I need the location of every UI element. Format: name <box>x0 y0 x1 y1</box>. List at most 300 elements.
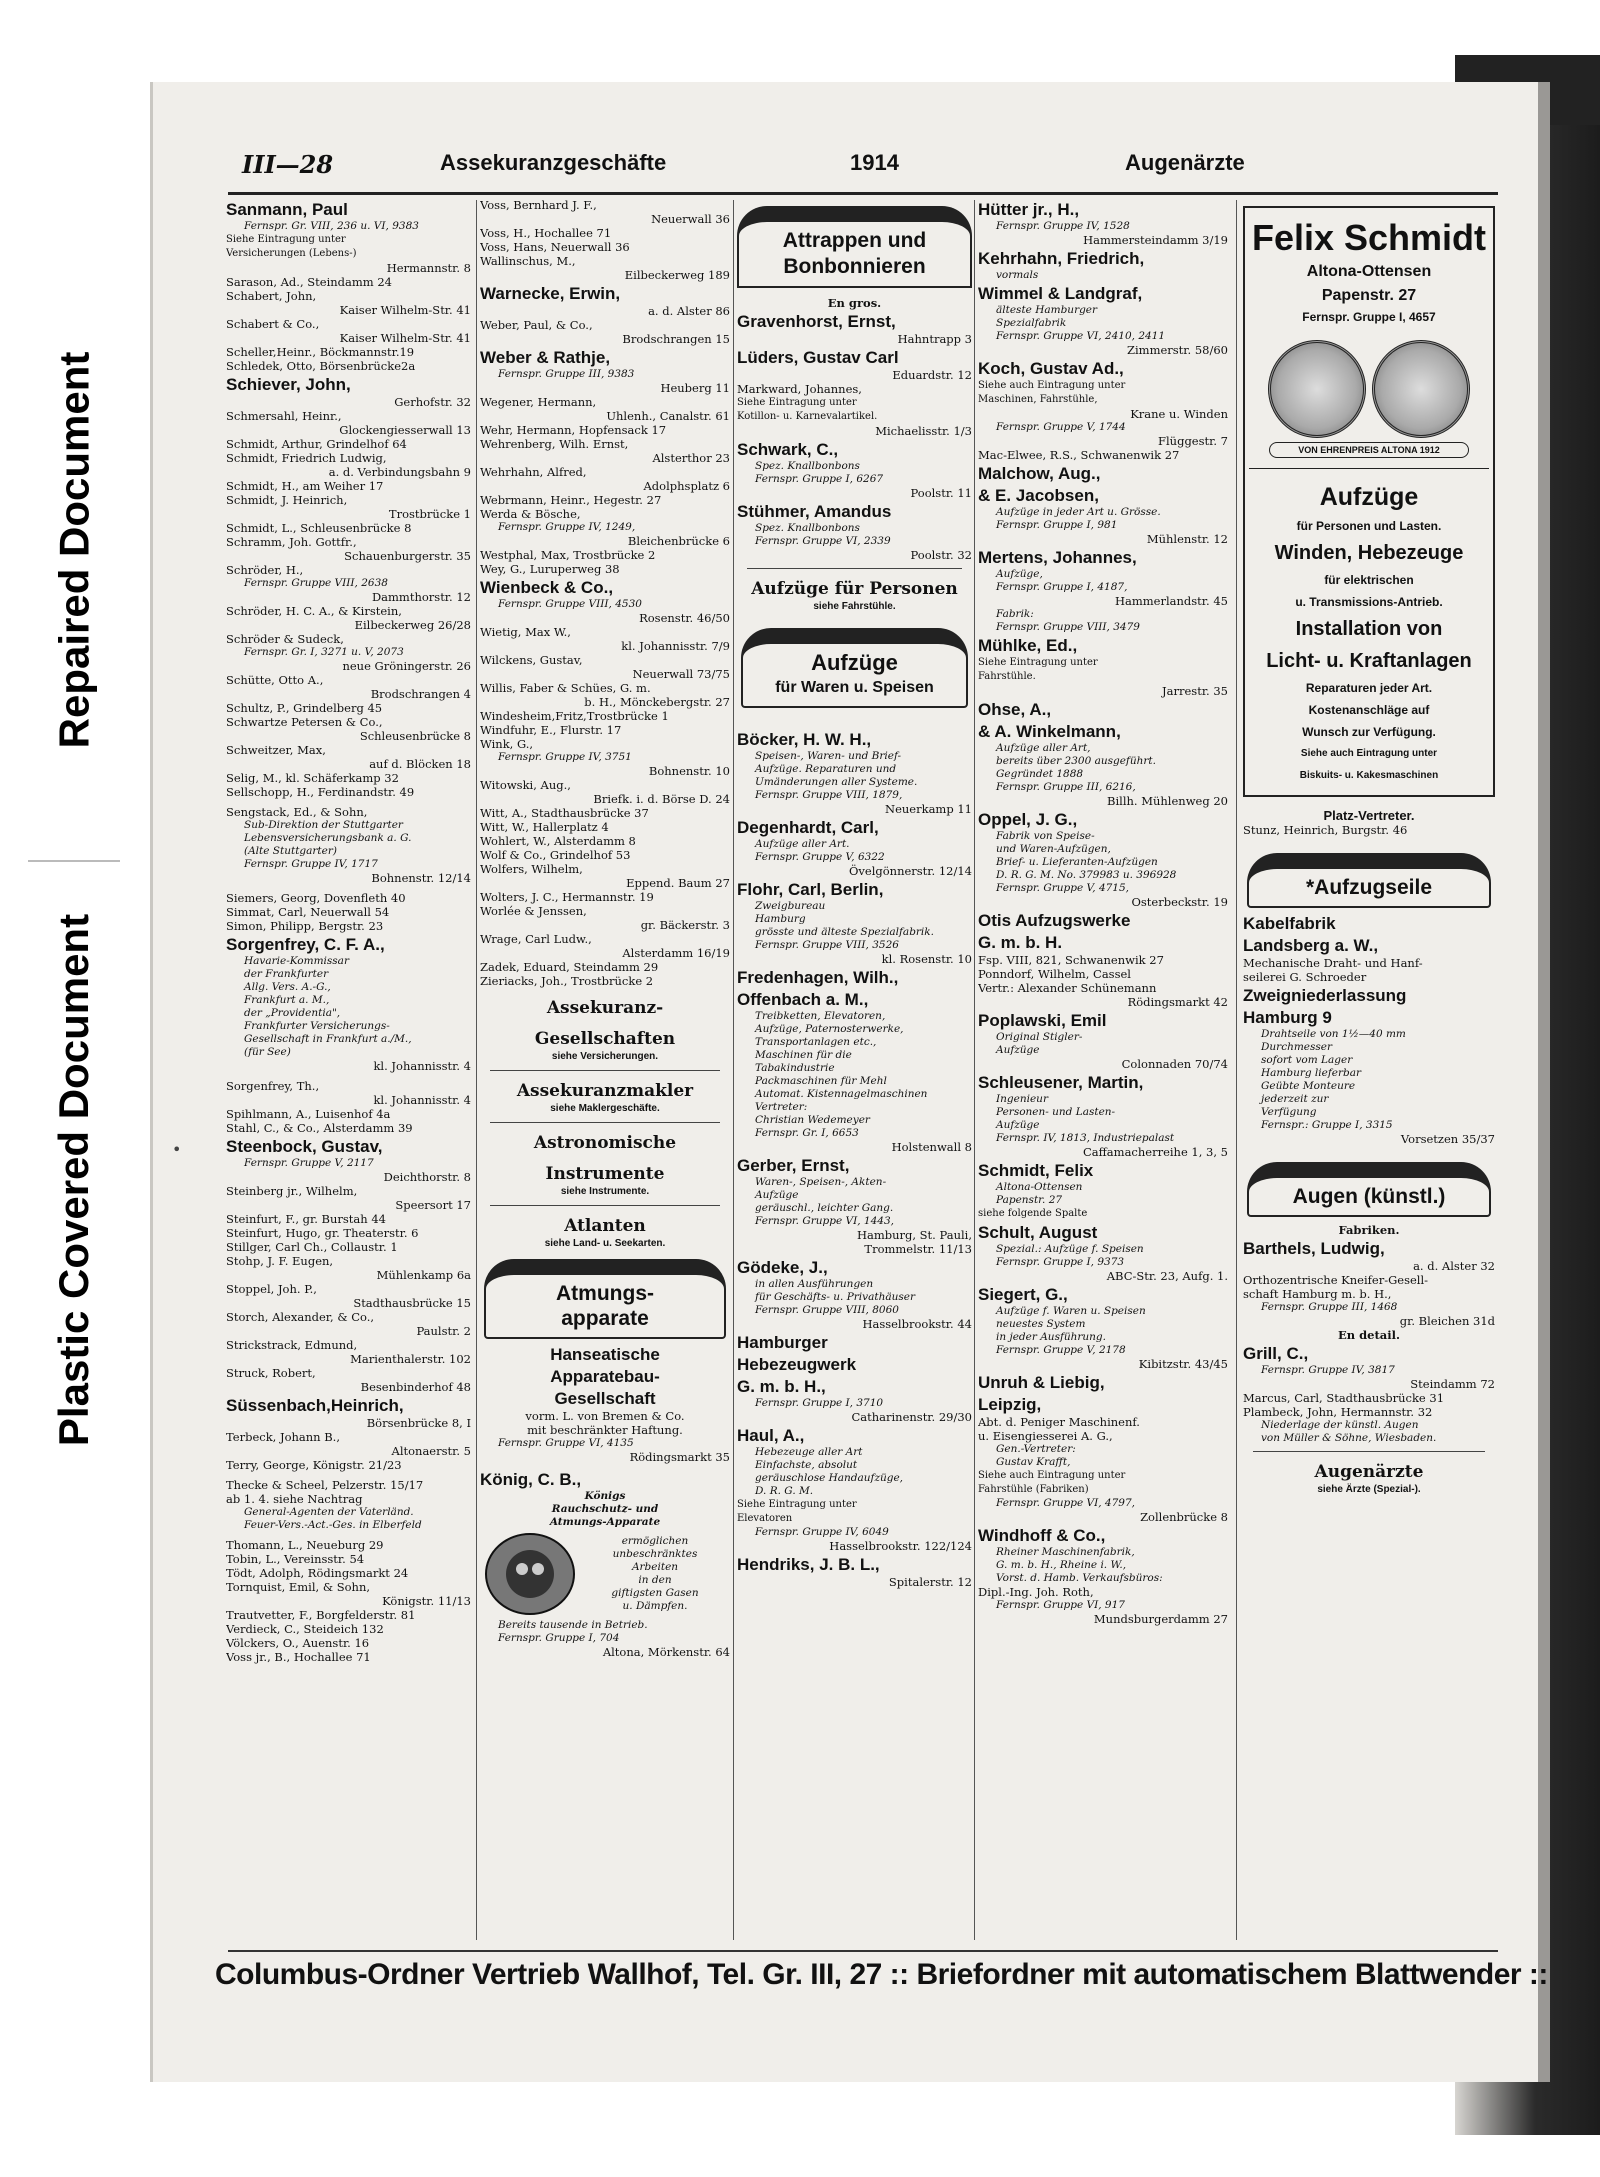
entry-line: Bereits tausende in Betrieb. <box>498 1619 648 1631</box>
entry-line: Kotillon- u. Karnevalartikel. <box>737 411 878 422</box>
entry-line: Fernspr. Gruppe VIII, 4530 <box>498 598 642 610</box>
entry-line: Schmidt, H., am Weiher 17 <box>226 479 384 493</box>
entry-name: Koch, Gustav Ad., <box>978 359 1124 378</box>
entry-line: Frankfurter Versicherungs- <box>244 1020 390 1032</box>
entry-line: Spez. Knallbonbons <box>755 522 860 534</box>
entry-line: Fernspr. Gr. I, 3271 u. V, 2073 <box>244 646 404 658</box>
entry-line: (für See) <box>244 1046 291 1058</box>
entry-line: Rödingsmarkt 42 <box>1127 995 1228 1009</box>
entry-line: Christian Wedemeyer <box>755 1114 870 1126</box>
entry-line: Sorgenfrey, Th., <box>226 1079 320 1093</box>
entry-name: G. m. b. H. <box>978 933 1063 952</box>
entry-line: Zadek, Eduard, Steindamm 29 <box>480 960 659 974</box>
entry-name: Landsberg a. W., <box>1243 936 1379 955</box>
footer-brand: Columbus-Ordner <box>215 1958 465 1991</box>
entry-line: Voss, H., Hochallee 71 <box>480 226 612 240</box>
entry-line: Westphal, Max, Trostbrücke 2 <box>480 548 656 562</box>
entry-line: Selig, M., kl. Schäferkamp 32 <box>226 771 399 785</box>
entry-line: Fabrik von Speise- <box>996 830 1095 842</box>
entry-line: Siehe Eintragung unter <box>226 234 346 245</box>
entry-line: Zweigbureau <box>755 900 826 912</box>
section-atlanten: Atlanten <box>564 1216 646 1236</box>
entry-line: giftigsten Gasen <box>611 1587 699 1599</box>
footer-rule <box>228 1950 1498 1952</box>
entry-line: Werda & Bösche, <box>480 507 581 521</box>
entry-name: Schiever, John, <box>226 375 351 394</box>
entry-line: Alsterthor 23 <box>652 451 730 465</box>
entry-line: Schabert & Co., <box>226 317 320 331</box>
entry-line: Schmersahl, Heinr., <box>226 409 342 423</box>
entry-name: Schleusener, Martin, <box>978 1073 1144 1092</box>
entry-line: Transportanlagen etc., <box>755 1036 877 1048</box>
entry-line: Rosenstr. 46/50 <box>639 611 730 625</box>
entry-line: Fernspr. Gruppe IV, 1528 <box>996 220 1130 232</box>
entry-line: Schmidt, Arthur, Grindelhof 64 <box>226 437 407 451</box>
entry-line: Treibketten, Elevatoren, <box>755 1010 886 1022</box>
entry-line: neuestes System <box>996 1318 1086 1330</box>
ad-line: Reparaturen jeder Art. <box>1305 681 1433 695</box>
entry-name: Sanmann, Paul <box>226 200 348 219</box>
entry-line: Vertr.: Alexander Schünemann <box>978 981 1157 995</box>
entry-line: Packmaschinen für Mehl <box>755 1075 887 1087</box>
header-right: Augenärzte <box>1125 150 1245 175</box>
entry-line: Gustav Krafft, <box>996 1456 1071 1468</box>
entry-line: Rauchschutz- und <box>551 1503 659 1515</box>
column-4 <box>978 198 1228 1943</box>
entry-line: Schramm, Joh. Gottfr., <box>226 535 357 549</box>
ad-line: Installation von <box>1295 618 1443 640</box>
entry-line: der Frankfurter <box>244 968 329 980</box>
entry-line: Witt, A., Stadthausbrücke 37 <box>480 806 649 820</box>
entry-line: Wohlert, W., Alsterdamm 8 <box>480 834 636 848</box>
entry-line: Orthozentrische Kneifer-Gesell- <box>1243 1273 1429 1287</box>
entry-line: kl. Johannisstr. 4 <box>373 1059 471 1073</box>
entry-line: Brief- u. Lieferanten-Aufzügen <box>996 856 1158 868</box>
ad-line: Papenstr. 27 <box>1321 287 1417 304</box>
entry-line: grösste und älteste Spezialfabrik. <box>755 926 934 938</box>
entry-line: Altona, Mörkenstr. 64 <box>602 1645 730 1659</box>
header-year: 1914 <box>850 150 899 175</box>
entry-line: Wegener, Hermann, <box>480 395 597 409</box>
entry-line: Fernspr. Gruppe IV, 3751 <box>498 751 632 763</box>
entry-line: Siehe Eintragung unter <box>737 1499 857 1510</box>
entry-line: Atmungs-Apparate <box>549 1516 661 1528</box>
entry-line: Hebezeuge aller Art <box>755 1446 863 1458</box>
entry-line: Struck, Robert, <box>226 1366 316 1380</box>
entry-name: Mertens, Johannes, <box>978 548 1137 567</box>
entry-name: Schmidt, Felix <box>978 1161 1094 1180</box>
entry-line: Zieriacks, Joh., Trostbrücke 2 <box>480 974 654 988</box>
entry-line: Adolphsplatz 6 <box>643 479 730 493</box>
entry-line: Spitalerstr. 12 <box>888 1575 972 1589</box>
medal-icon <box>1372 340 1470 438</box>
entry-line: Arbeiten <box>631 1561 679 1573</box>
entry-line: Lebensversicherungsbank a. G. <box>244 832 412 844</box>
entry-line: Gen.-Vertreter: <box>996 1443 1076 1455</box>
entry-line: Wallinschus, M., <box>480 254 576 268</box>
entry-line: Steinfurt, F., gr. Burstah 44 <box>226 1212 386 1226</box>
entry-line: Feuer-Vers.-Act.-Ges. in Elberfeld <box>244 1519 422 1531</box>
section-instrumente-ref: siehe Instrumente. <box>560 1186 650 1197</box>
divider <box>490 1070 720 1071</box>
entry-line: Spezialfabrik <box>996 317 1067 329</box>
entry-line: Hermannstr. 8 <box>386 261 471 275</box>
entry-name: & A. Winkelmann, <box>978 722 1121 741</box>
entry-line: ABC-Str. 23, Aufg. 1. <box>1106 1269 1228 1283</box>
entry-line: Siehe auch Eintragung unter <box>978 380 1126 391</box>
entry-name: Hamburg 9 <box>1243 1008 1332 1027</box>
entry-name: Stühmer, Amandus <box>737 502 892 521</box>
entry-line: Flüggestr. 7 <box>1158 434 1228 448</box>
entry-line: mit beschränkter Haftung. <box>527 1423 683 1437</box>
entry-line: D. R. G. M. <box>755 1485 814 1497</box>
entry-line: Völckers, O., Auenstr. 16 <box>226 1636 370 1650</box>
entry-line: Mechanische Draht- und Hanf- <box>1243 956 1423 970</box>
ad-line: für elektrischen <box>1324 573 1414 587</box>
box-line: *Aufzugseile <box>1305 876 1433 899</box>
page-header <box>230 150 1500 182</box>
entry-line: Neuerwall 36 <box>651 212 730 226</box>
entry-line: Aufzüge, <box>996 568 1043 580</box>
entry-line: Fernspr. Gruppe VIII, 3479 <box>996 621 1140 633</box>
entry-name: Gravenhorst, Ernst, <box>737 312 896 331</box>
entry-line: Paulstr. 2 <box>416 1324 471 1338</box>
entry-line: Voss, Bernhard J. F., <box>480 198 597 212</box>
entry-line: D. R. G. M. No. 379983 u. 396928 <box>996 869 1177 881</box>
entry-line: Schabert, John, <box>226 289 317 303</box>
repaired-document-label <box>35 270 113 830</box>
entry-line: geräuschlose Handaufzüge, <box>755 1472 904 1484</box>
entry-name: Ohse, A., <box>978 700 1052 719</box>
entry-line: Fernspr. Gruppe I, 6267 <box>755 473 884 485</box>
entry-name: Oppel, J. G., <box>978 810 1078 829</box>
entry-line: Thecke & Scheel, Pelzerstr. 15/17 <box>226 1478 424 1492</box>
entry-line: Hamburg lieferbar <box>1261 1067 1361 1079</box>
entry-line: in jeder Ausführung. <box>996 1331 1106 1343</box>
entry-line: siehe folgende Spalte <box>978 1208 1088 1219</box>
entry-line: Frankfurt a. M., <box>244 994 330 1006</box>
entry-line: geräuschl., leichter Gang. <box>755 1202 894 1214</box>
entry-line: Vorsetzen 35/37 <box>1400 1132 1495 1146</box>
entry-line: Schröder, H. C. A., & Kirstein, <box>226 604 402 618</box>
atmungsapparate-heading <box>484 1259 726 1339</box>
entry-line: Fernspr. Gruppe III, 1468 <box>1261 1301 1398 1313</box>
entry-line: älteste Hamburger <box>996 304 1098 316</box>
footer-text: Wallhof, Tel. Gr. III, 27 :: Briefordner mit automatischem Blattwender :: <box>587 1958 1548 1991</box>
ad-line: Aufzüge <box>1319 483 1419 511</box>
entry-line: Fernspr. Gruppe V, 4715, <box>996 882 1130 894</box>
entry-line: Stoppel, Joh. P., <box>226 1282 317 1296</box>
entry-line: Eduardstr. 12 <box>892 368 972 382</box>
entry-line: Wolf & Co., Grindelhof 53 <box>480 848 631 862</box>
entry-line: Fernspr. Gruppe IV, 6049 <box>755 1526 889 1538</box>
entry-line: Dipl.-Ing. Joh. Roth, <box>978 1585 1094 1599</box>
column-3-entries-2 <box>737 730 972 1589</box>
entry-line: Fsp. VIII, 821, Schwanenwik 27 <box>978 953 1164 967</box>
column-rule <box>476 200 477 1940</box>
entry-name: Siegert, G., <box>978 1285 1068 1304</box>
firm-name: Apparatebau- <box>550 1367 660 1386</box>
entry-line: Fernspr. Gruppe IV, 1717 <box>244 858 378 870</box>
entry-line: Speersort 17 <box>395 1198 471 1212</box>
section-assekuranz-ref: siehe Versicherungen. <box>551 1051 659 1062</box>
entry-line: Gerhofstr. 32 <box>394 395 471 409</box>
entry-name: Unruh & Liebig, <box>978 1373 1105 1392</box>
entry-line: Durchmesser <box>1261 1041 1333 1053</box>
entry-line: Heuberg 11 <box>660 381 730 395</box>
entry-name: Hendriks, J. B. L., <box>737 1555 880 1574</box>
aufzuege-waren-heading <box>741 628 968 708</box>
entry-line: Sarason, Ad., Steindamm 24 <box>226 275 392 289</box>
entry-line: Fernspr. Gr. I, 6653 <box>755 1127 859 1139</box>
entry-line: Original Stigler- <box>996 1031 1083 1043</box>
entry-line: Hahntrapp 3 <box>897 332 972 346</box>
entry-line: Fahrstühle. <box>978 671 1036 682</box>
entry-line: Eppend. Baum 27 <box>626 876 730 890</box>
ad-line: Winden, Hebezeuge <box>1274 542 1464 564</box>
entry-line: Bonbonnieren <box>737 254 972 288</box>
entry-line: unbeschränktes <box>612 1548 698 1560</box>
platz-vertreter-heading: Platz-Vertreter. <box>1323 808 1415 823</box>
entry-line: der „Providentia", <box>244 1007 341 1019</box>
entry-line: Deichthorstr. 8 <box>383 1170 471 1184</box>
divider <box>490 1205 720 1206</box>
box-line: apparate <box>561 1307 649 1330</box>
entry-line: Aufzüge, Paternosterwerke, <box>755 1023 904 1035</box>
column-5-entries <box>1243 914 1495 1146</box>
entry-line: schaft Hamburg m. b. H., <box>1243 1287 1392 1301</box>
entry-line: Brodschrangen 4 <box>370 687 471 701</box>
entry-line: Uhlenh., Canalstr. 61 <box>606 409 730 423</box>
entry-name: Hütter jr., H., <box>978 200 1080 219</box>
entry-line: Fernspr. Gr. VIII, 236 u. VI, 9383 <box>244 220 419 232</box>
entry-name: Warnecke, Erwin, <box>480 284 621 303</box>
entry-line: Marienthalerstr. 102 <box>350 1352 471 1366</box>
entry-line: Schweitzer, Max, <box>226 743 326 757</box>
entry-line: Kibitzstr. 43/45 <box>1138 1357 1228 1371</box>
entry-line: Poolstr. 11 <box>910 486 972 500</box>
entry-line: Gegründet 1888 <box>996 768 1084 780</box>
entry-line: Stadthausbrücke 15 <box>353 1296 471 1310</box>
entry-line: Sengstack, Ed., & Sohn, <box>226 805 368 819</box>
entry-line: Drahtseile von 1½—40 mm <box>1261 1028 1406 1040</box>
column-2-entries <box>480 198 730 988</box>
entry-name: Böcker, H. W. H., <box>737 730 872 749</box>
entry-line: Gesellschaft in Frankfurt a./M., <box>244 1033 412 1045</box>
entry-line: bereits über 2300 ausgeführt. <box>996 755 1156 767</box>
header-rule <box>228 192 1498 195</box>
entry-line: Terry, George, Königstr. 21/23 <box>226 1458 402 1472</box>
entry-line: Tobin, L., Vereinsstr. 54 <box>226 1552 365 1566</box>
entry-line: Aufzüge f. Waren u. Speisen <box>996 1305 1146 1317</box>
entry-line: Stunz, Heinrich, Burgstr. 46 <box>1243 823 1408 837</box>
entry-line: Königs <box>584 1490 626 1502</box>
repaired-label-text: Repaired Document <box>50 351 97 749</box>
ad-line: Siehe auch Eintragung unter <box>1300 748 1438 759</box>
entry-line: Tabakindustrie <box>755 1062 835 1074</box>
entry-line: Fernspr. Gruppe VIII, 3526 <box>755 939 899 951</box>
entry-line: u. Dämpfen. <box>622 1600 688 1612</box>
entry-line: ermöglichen <box>621 1535 689 1547</box>
entry-line: Schmidt, Friedrich Ludwig, <box>226 451 387 465</box>
entry-line: Personen- und Lasten- <box>996 1106 1116 1118</box>
entry-name: Wienbeck & Co., <box>480 578 614 597</box>
entry-line: Windfuhr, E., Flurstr. 17 <box>480 723 622 737</box>
entry-line: Börsenbrücke 8, I <box>366 1416 471 1430</box>
entry-line: Marcus, Carl, Stadthausbrücke 31 <box>1243 1391 1445 1405</box>
entry-line: Catharinenstr. 29/30 <box>851 1410 972 1424</box>
entry-name: Kehrhahn, Friedrich, <box>978 249 1145 268</box>
entry-line: Rheiner Maschinenfabrik, <box>996 1546 1135 1558</box>
entry-name: Fredenhagen, Wilh., <box>737 968 899 987</box>
entry-line: Wilckens, Gustav, <box>480 653 583 667</box>
entry-line: Schauenburgerstr. 35 <box>344 549 471 563</box>
entry-line: Hammerlandstr. 45 <box>1114 594 1228 608</box>
entry-line: Geübte Monteure <box>1261 1080 1356 1092</box>
entry-line: Speisen-, Waren- und Brief- <box>755 750 902 762</box>
column-5-entries-2 <box>1243 1223 1495 1445</box>
section-augenaerzte: Augenärzte <box>1314 1462 1424 1482</box>
section-augenaerzte-ref: siehe Ärzte (Spezial-). <box>1317 1484 1421 1495</box>
entry-line: Fernspr. Gruppe VIII, 1879, <box>755 789 903 801</box>
entry-name: Mühlke, Ed., <box>978 636 1078 655</box>
entry-name: Poplawski, Emil <box>978 1011 1107 1030</box>
aufzuege-ad <box>1249 468 1489 787</box>
entry-line: Michaelisstr. 1/3 <box>875 424 972 438</box>
entry-line: Simon, Philipp, Bergstr. 23 <box>226 919 384 933</box>
entry-line: Mühlenkamp 6a <box>376 1268 471 1282</box>
medals <box>1249 340 1489 438</box>
entry-line: b. H., Mönckebergstr. 27 <box>584 695 730 709</box>
entry-line: Königstr. 11/13 <box>382 1594 471 1608</box>
entry-name: Schwark, C., <box>737 440 839 459</box>
entry-line: Wehrhahn, Alfred, <box>480 465 587 479</box>
entry-line: Steinfurt, Hugo, gr. Theaterstr. 6 <box>226 1226 419 1240</box>
entry-line: Spezial.: Aufzüge f. Speisen <box>996 1243 1144 1255</box>
entry-line: Schröder & Sudeck, <box>226 632 344 646</box>
entry-name: Hamburger <box>737 1333 828 1352</box>
entry-line: Hasselbrookstr. 44 <box>862 1317 972 1331</box>
entry-line: in den <box>638 1574 672 1586</box>
entry-line: Fabriken. <box>1338 1223 1400 1237</box>
box-line: für Waren u. Speisen <box>775 679 934 696</box>
entry-name: Degenhardt, Carl, <box>737 818 879 837</box>
entry-line: und Waren-Aufzügen, <box>996 843 1111 855</box>
ad-line: für Personen und Lasten. <box>1296 519 1442 533</box>
entry-line: Alsterdamm 16/19 <box>622 946 730 960</box>
entry-line: Aufzüge aller Art, <box>996 742 1091 754</box>
entry-line: Schmidt, J. Heinrich, <box>226 493 348 507</box>
entry-line: Ponndorf, Wilhelm, Cassel <box>978 967 1131 981</box>
entry-line: Hamburg, St. Pauli, <box>856 1228 972 1242</box>
column-3-entries <box>737 206 972 562</box>
entry-line: Vorst. d. Hamb. Verkaufsbüros: <box>996 1572 1163 1584</box>
entry-line: Billh. Mühlenweg 20 <box>1107 794 1228 808</box>
entry-line: Markward, Johannes, <box>737 382 862 396</box>
ad-line: u. Transmissions-Antrieb. <box>1295 595 1443 609</box>
entry-line: Hasselbrookstr. 122/124 <box>829 1539 972 1553</box>
entry-line: Trostbrücke 1 <box>388 507 471 521</box>
plastic-label-text: Plastic Covered Document <box>50 913 98 1447</box>
entry-line: Schütte, Otto A., <box>226 673 324 687</box>
entry-name: Gödeke, J., <box>737 1258 828 1277</box>
entry-line: Mundsburgerdamm 27 <box>1093 1612 1228 1626</box>
entry-line: gr. Bäckerstr. 3 <box>640 918 730 932</box>
ad-line: Licht- u. Kraftanlagen <box>1266 650 1472 672</box>
entry-line: Fernspr. Gruppe III, 9383 <box>498 368 635 380</box>
entry-line: Schledek, Otto, Börsenbrücke2a <box>226 359 416 373</box>
divider <box>490 1122 720 1123</box>
column-2 <box>480 198 730 1943</box>
section-aufzuege-ref: siehe Fahrstühle. <box>813 601 896 612</box>
entry-line: Witowski, Aug., <box>480 778 571 792</box>
box-line: Aufzüge <box>811 650 898 675</box>
entry-line: Fernspr. Gruppe I, 4187, <box>996 581 1128 593</box>
box-line: Augen (künstl.) <box>1292 1185 1446 1208</box>
footer-vertrieb: Vertrieb <box>472 1958 580 1991</box>
entry-line: Ingenieur <box>996 1093 1048 1105</box>
entry-line: Schmidt, L., Schleusenbrücke 8 <box>226 521 412 535</box>
entry-line: kl. Johannisstr. 7/9 <box>621 639 730 653</box>
entry-line: Siehe auch Eintragung unter <box>978 1470 1126 1481</box>
entry-line: Brodschrangen 15 <box>622 332 730 346</box>
ad-line: Altona-Ottensen <box>1306 263 1432 280</box>
firm-name: Gesellschaft <box>554 1389 656 1408</box>
entry-line: Abt. d. Peniger Maschinenf. <box>978 1415 1140 1429</box>
entry-line: Stahl, C., & Co., Alsterdamm 39 <box>226 1121 413 1135</box>
entry-line: Schultz, P., Grindelberg 45 <box>226 701 383 715</box>
entry-line: Terbeck, Johann B., <box>226 1430 340 1444</box>
entry-line: Fernspr. Gruppe VI, 2410, 2411 <box>996 330 1166 342</box>
entry-line: Niederlage der künstl. Augen <box>1261 1419 1419 1431</box>
entry-line: Vertreter: <box>755 1101 808 1113</box>
entry-name: Schult, August <box>978 1223 1098 1242</box>
entry-line: Storch, Alexander, & Co., <box>226 1310 375 1324</box>
entry-line: kl. Rosenstr. 10 <box>881 952 972 966</box>
entry-name: Wimmel & Landgraf, <box>978 284 1143 303</box>
entry-line: Maschinen für die <box>755 1049 852 1061</box>
aufzugseile-heading <box>1247 853 1491 908</box>
entry-line: Briefk. i. d. Börse D. 24 <box>593 792 730 806</box>
entry-line: Waren-, Speisen-, Akten- <box>755 1176 887 1188</box>
column-rule <box>1236 200 1237 1940</box>
entry-line: Wrage, Carl Ludw., <box>480 932 592 946</box>
entry-line: Aufzüge <box>996 1119 1040 1131</box>
entry-name: & E. Jacobsen, <box>978 486 1099 505</box>
entry-line: Eilbeckerweg 26/28 <box>354 618 471 632</box>
entry-name: Otis Aufzugswerke <box>978 911 1131 930</box>
entry-line: Aufzüge <box>996 1044 1040 1056</box>
entry-line: Fernspr. Gruppe V, 6322 <box>755 851 885 863</box>
entry-line: Sub-Direktion der Stuttgarter <box>244 819 403 831</box>
plastic-covered-label <box>35 900 113 1460</box>
entry-line: Fabrik: <box>996 608 1034 620</box>
ad-line: Fernspr. Gruppe I, 4657 <box>1302 310 1436 324</box>
section-assekuranz: Assekuranz- <box>546 998 664 1018</box>
entry-name: Lüders, Gustav Carl <box>737 348 899 367</box>
ad-line: Biskuits- u. Kakesmaschinen <box>1299 770 1439 781</box>
entry-name: Zweigniederlassung <box>1243 986 1407 1005</box>
entry-line: Övelgönnerstr. 12/14 <box>848 864 972 878</box>
entry-line: für Geschäfts- u. Privathäuser <box>755 1291 915 1303</box>
entry-name: Hebezeugwerk <box>737 1355 857 1374</box>
entry-line: a. d. Verbindungsbahn 9 <box>328 465 471 479</box>
firm-name: Hanseatische <box>550 1345 660 1364</box>
footer-advertisement <box>215 1958 1548 2008</box>
entry-line: Schwartze Petersen & Co., <box>226 715 383 729</box>
entry-line: seilerei G. Schroeder <box>1243 970 1367 984</box>
entry-line: Hammersteindamm 3/19 <box>1083 233 1228 247</box>
